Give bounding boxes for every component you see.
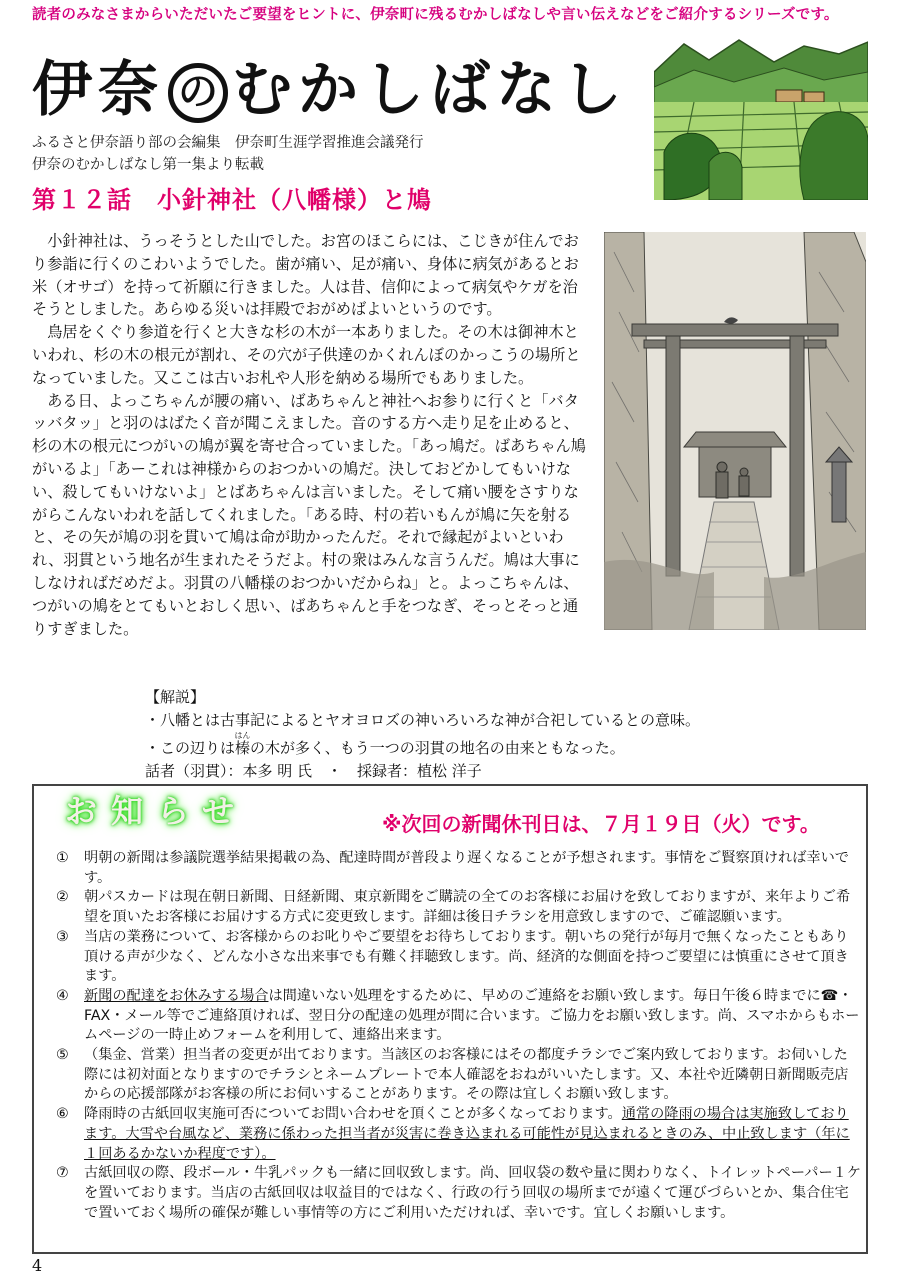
credit-line-1: ふるさと伊奈語り部の会編集 伊奈町生涯学習推進会議発行 <box>32 135 424 151</box>
series-intro: 読者のみなさまからいただいたご要望をヒントに、伊奈町に残るむかしばなしや言い伝えなどをご紹介するシリーズです。 <box>32 7 839 23</box>
notice-item: ⑥ 降雨時の古紙回収実施可否についてお問い合わせを頂くことが多くなっております。通常の降雨の場合は実施致しております。大雪や台風など、業務に係わった担当者が災害に巻き込まれる可能性が見込まれるときのみ、中止致します（年に１回あるかないか程度です）。 <box>56 1106 850 1162</box>
shrine-illustration <box>604 232 866 630</box>
notice-item: ① 明朝の新聞は参議院選挙結果掲載の為、配達時間が普段より遅くなることが予想されます。事情をご賢察頂ければ幸いです。 <box>56 850 849 886</box>
notice-item: ③ 当店の業務について、お客様からのお叱りやご要望をお待ちしております。朝いちの発行が毎月で無くなったこともあり頂ける声が少なく、どんな小さな出来事でも有難く拝聴致します。尚、経済的な側面を持つご要望には慎重にさせて頂きます。 <box>56 928 849 985</box>
underlined-text: 新聞の配達をお休みする場合 <box>84 987 269 1004</box>
title-part1: 伊奈 <box>32 55 164 125</box>
story-paragraph: ある日、よっこちゃんが腰の痛い、ばあちゃんと神社へお参りに行くと「バタッバタッ」と羽のはばたく音が聞こえました。音のする方へ走り足を止めると、杉の木の根元につがいの鳩が翼を寄せ合っていました。「あっ鳩だ。ばあちゃん鳩がいるよ」「あーこれは神様からのおつかいの鳩だ。決しておどかしてもいけない、殺してもいけないよ」とばあちゃんは言いました。そして痛い腰をさすりながらこんないわれを話してくれました。「ある時、村の若いもんが鳩に矢を射ると、その矢が鳩の羽を貫いて鳩は命が助かったんだ。それで縁起がよいといわれ、羽貫という地名が生まれたそうだよ。村の衆はみんな言うんだ。鳩は大事にしなければだめだよ。羽貫の八幡様のおつかいだからね」と。よっこちゃんは、つがいの鳩をとてもいとおしく思い、ばあちゃんと手をつなぎ、そっとそっと通りすぎました。 <box>32 391 586 638</box>
story-paragraph: 鳥居をくぐり参道を行くと大きな杉の木が一本ありました。その木は御神木といわれ、杉の木の根元が割れ、その穴が子供達のかくれんぼのかっこうの場所となっていました。又ここは古いお札や人形を納める場所でもありました。 <box>32 323 581 387</box>
episode-title: 第１２話 小針神社（八幡様）と鳩 <box>32 186 432 214</box>
notice-item: ⑦ 古紙回収の際、段ボール・牛乳パックも一緒に回収致します。尚、回収袋の数や量に関わりなく、トイレットペーパー１ケを置いております。当店の古紙回収は収益目的ではなく、行政の行う回収の場所までが遠くて運びづらいとか、集合住宅で置いておく場所の確保が難しい事情等の方にご利用いただければ、幸いです。宜しくお願いします。 <box>56 1165 862 1221</box>
story-paragraph: 小針神社は、うっそうとした山でした。お宮のほこらには、こじきが住んでおり参詣に行くのこわいようでした。歯が痛い、足が痛い、身体に病気があるとお米（オサゴ）を持って祈願に行きました。人は昔、信仰によって病気やケガを治そうとしました。あらゆる災いは拝殿でおがめばよいというのです。 <box>32 232 579 319</box>
narrator-line: 話者（羽貫）：本多 明 氏 ・ 採録者：植松 洋子 <box>145 761 482 780</box>
commentary-note-2: ・この辺りは榛はんの木が多く、もう一つの羽貫の地名の由来ともなった。 <box>145 731 625 757</box>
story-body <box>32 230 592 640</box>
commentary <box>145 686 700 782</box>
page-number: 4 <box>32 1256 43 1275</box>
title-no-circle: の <box>168 63 228 123</box>
commentary-note-1: ・八幡とは古事記によるとヤオヨロズの神いろいろな神が合祀しているとの意味。 <box>145 710 701 729</box>
title-part2: むかしばなし <box>232 55 628 125</box>
commentary-heading: 【解説】 <box>145 688 206 706</box>
credit-line-2: 伊奈のむかしばなし第一集より転載 <box>32 157 264 173</box>
masthead-title <box>32 42 628 128</box>
underlined-text: 通常の降雨の場合は実施致しております。大雪や台風など、業務に係わった担当者が災害に巻き込まれる可能性が見込まれるときのみ、中止致します（年に１回あるかないか程度です）。 <box>84 1106 850 1162</box>
notice-heading: お知らせ <box>65 792 249 830</box>
notice-item: ④ 新聞の配達をお休みする場合は間違いない処理をするために、早めのご連絡をお願い致します。毎日午後６時までに☎・FAX・メール等でご連絡頂ければ、翌日分の配達の処理が間に合います。ご協力をお願い致します。尚、スマホからもホームページの一時止めフォームを利用して、連絡出来ます。 <box>56 987 860 1044</box>
ruby-kanji: 榛はん <box>234 731 251 757</box>
notice-item: ② 朝パスカードは現在朝日新聞、日経新聞、東京新聞をご購読の全てのお客様にお届けを致しておりますが、来年よりご希望を頂いたお客様にお届けする方式に変更致します。詳細は後日チラシを用意致しますので、ご確認願います。 <box>56 889 851 926</box>
notice-item: ⑤ （集金、営業）担当者の変更が出ております。当該区のお客様にはその都度チラシでご案内致しております。お伺いした際には初対面となりますのでチラシとネームプレートで本人確認をおねがいいたします。又、本社や近隣朝日新聞販売店からの応援部隊がお客様の所にお伺いすることがあります。その際は宜しくお願い致します。 <box>56 1047 849 1103</box>
landscape-illustration <box>654 32 868 200</box>
holiday-notice: ※次回の新聞休刊日は、７月１９日（火）です。 <box>382 812 820 836</box>
notice-list <box>56 849 862 1223</box>
